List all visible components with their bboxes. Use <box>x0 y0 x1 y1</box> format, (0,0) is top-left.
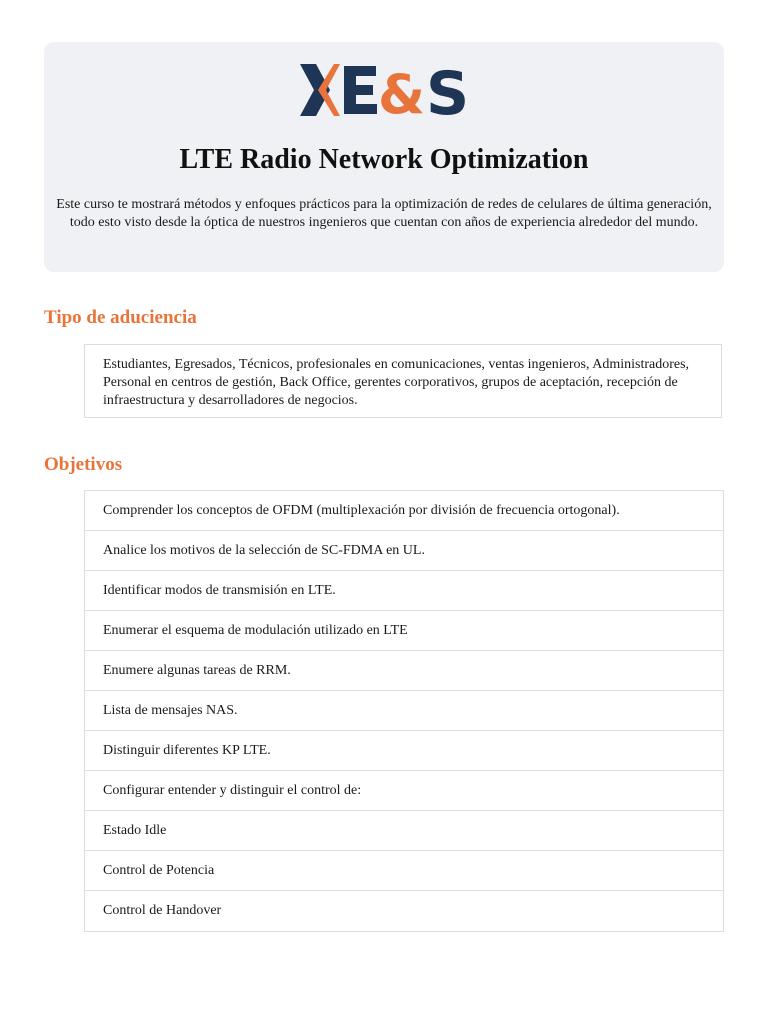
list-item: Comprender los conceptos de OFDM (multiplexación por división de frecuencia ortogonal). <box>85 491 723 531</box>
audience-box: Estudiantes, Egresados, Técnicos, profesionales en comunicaciones, ventas ingenieros, Administradores, Personal en centros de gestión, Back Office, gerentes corporativos, grupos de aceptación, recepción de infraestructura y desarrolladores de negocios. <box>84 344 722 418</box>
intro-paragraph: Este curso te mostrará métodos y enfoques prácticos para la optimización de redes de celulares de última generación, todo esto visto desde la óptica de nuestros ingenieros que cuentan con años de experiencia alrededor del mundo. <box>56 197 712 230</box>
audience-heading: Tipo de aduciencia <box>44 307 197 328</box>
list-item: Control de Handover <box>103 903 222 918</box>
svg-text:&: & <box>378 64 426 116</box>
objectives-heading: Objetivos <box>44 454 123 475</box>
list-item: Analice los motivos de la selección de SC-FDMA en UL. <box>85 531 723 571</box>
svg-text:S: S <box>426 64 470 116</box>
page-title: LTE Radio Network Optimization <box>179 144 589 175</box>
list-item: Identificar modos de transmisión en LTE. <box>85 571 723 611</box>
list-item: Enumerar el esquema de modulación utilizado en LTE <box>85 611 723 651</box>
list-item: Enumere algunas tareas de RRM. <box>85 651 723 691</box>
list-item: Control de Potencia <box>85 851 723 891</box>
list-item: Configurar entender y distinguir el control de: <box>85 771 723 811</box>
list-item: Lista de mensajes NAS. <box>85 691 723 731</box>
list-item: Distinguir diferentes KP LTE. <box>85 731 723 771</box>
list-item: Estado Idle <box>85 811 723 851</box>
objectives-list <box>84 490 724 932</box>
es-logo <box>300 64 470 116</box>
